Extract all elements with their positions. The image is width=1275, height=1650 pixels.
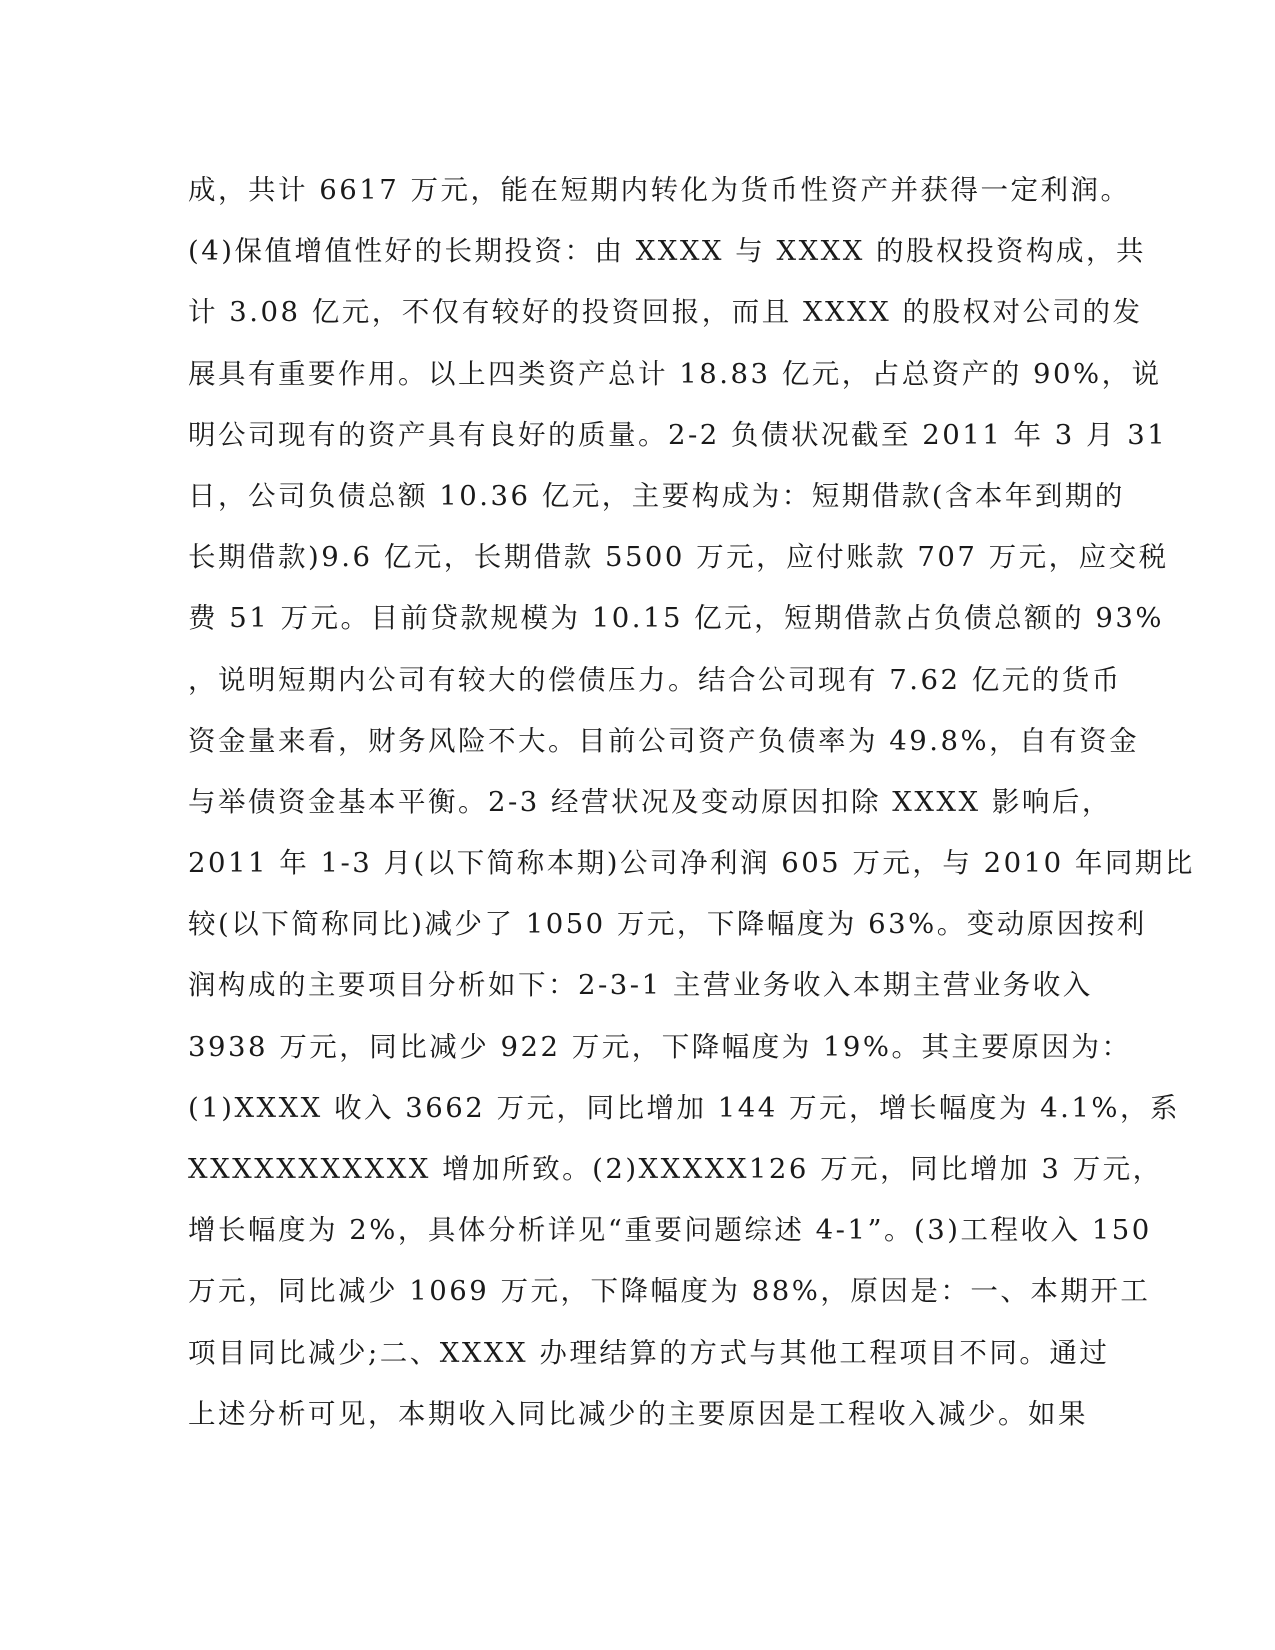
text-line: 日，公司负债总额 10.36 亿元，主要构成为：短期借款(含本年到期的 [188, 479, 1125, 512]
text-line: XXXXXXXXXXX 增加所致。(2)XXXXX126 万元，同比增加 3 万元， [188, 1153, 1163, 1185]
text-line: 万元，同比减少 1069 万元，下降幅度为 88%，原因是：一、本期开工 [188, 1275, 1151, 1308]
text-line: 项目同比减少;二、XXXX 办理结算的方式与其他工程项目不同。通过 [188, 1336, 1110, 1369]
text-line: 成，共计 6617 万元，能在短期内转化为货币性资产并获得一定利润。 [188, 174, 1131, 206]
text-line: 与举债资金基本平衡。2-3 经营状况及变动原因扣除 XXXX 影响后， [188, 785, 1112, 818]
body-text [188, 160, 1195, 1445]
text-line: 计 3.08 亿元，不仅有较好的投资回报，而且 XXXX 的股权对公司的发 [188, 296, 1143, 329]
text-line: 资金量来看，财务风险不大。目前公司资产负债率为 49.8%，自有资金 [188, 724, 1140, 757]
text-line: 增长幅度为 2%，具体分析详见“重要问题综述 4-1”。(3)工程收入 150 [188, 1214, 1152, 1247]
text-line: 上述分析可见，本期收入同比减少的主要原因是工程收入减少。如果 [188, 1397, 1088, 1430]
text-line: 展具有重要作用。以上四类资产总计 18.83 亿元，占总资产的 90%，说 [188, 357, 1162, 390]
text-line: 3938 万元，同比减少 922 万元，下降幅度为 19%。其主要原因为： [188, 1030, 1132, 1063]
text-line: ，说明短期内公司有较大的偿债压力。结合公司现有 7.62 亿元的货币 [188, 663, 1122, 696]
text-line: (4)保值增值性好的长期投资：由 XXXX 与 XXXX 的股权投资构成，共 [188, 235, 1147, 268]
text-line: 费 51 万元。目前贷款规模为 10.15 亿元，短期借款占负债总额的 93% [188, 602, 1165, 635]
text-line: 长期借款)9.6 亿元，长期借款 5500 万元，应付账款 707 万元，应交税 [188, 541, 1169, 574]
text-line: 润构成的主要项目分析如下：2-3-1 主营业务收入本期主营业务收入 [188, 969, 1093, 1002]
text-line: 明公司现有的资产具有良好的质量。2-2 负债状况截至 2011 年 3 月 31 [188, 418, 1168, 451]
text-line: 2011 年 1-3 月(以下简称本期)公司净利润 605 万元，与 2010 年同期比 [188, 847, 1195, 880]
text-line: 较(以下简称同比)减少了 1050 万元，下降幅度为 63%。变动原因按利 [188, 908, 1147, 941]
text-line: (1)XXXX 收入 3662 万元，同比增加 144 万元，增长幅度为 4.1%，系 [188, 1091, 1181, 1124]
